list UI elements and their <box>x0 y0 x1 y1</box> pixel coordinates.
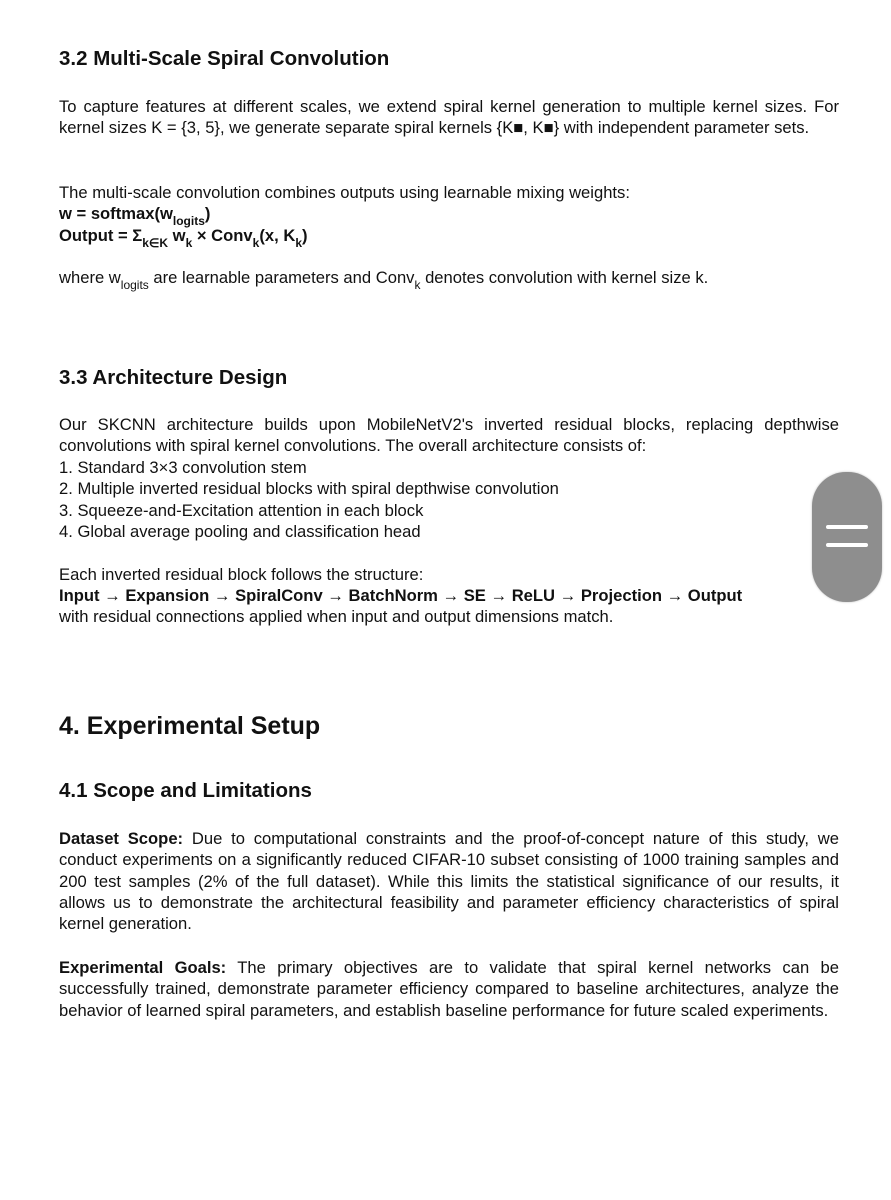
document-page <box>59 0 839 1200</box>
residual-note: with residual connections applied when input and output dimensions match. <box>59 607 614 626</box>
where-explanation: where $w_{logits}$ are learnable parameters and Conv$_k$ denotes convolution with kernel size k. <box>59 268 709 292</box>
paragraph-multiscale-intro: To capture features at different scales, we extend spiral kernel generation to multiple kernel sizes. For kernel sizes K = {3, 5}, we generate separate spiral kernels {K■, K■} with independent parameter sets. <box>59 97 839 138</box>
list-item: 2. Multiple inverted residual blocks with spiral depthwise convolution <box>59 479 559 498</box>
block-structure-intro: Each inverted residual block follows the structure: <box>59 565 424 584</box>
section-heading-4-1: 4.1 Scope and Limitations <box>59 779 312 802</box>
section-heading-3-3: 3.3 Architecture Design <box>59 366 288 389</box>
section-heading-3-2: 3.2 Multi-Scale Spiral Convolution <box>59 47 390 70</box>
section-heading-4: 4. Experimental Setup <box>59 712 321 740</box>
list-item: 3. Squeeze-and-Excitation attention in each block <box>59 501 424 520</box>
list-item: 1. Standard 3×3 convolution stem <box>59 458 307 477</box>
equation-output: Output = $\Sigma_{k\in K}$ $w_k$ × Conv$_k$(x, $K_k$) <box>59 226 308 250</box>
mixing-weights-intro: The multi-scale convolution combines outputs using learnable mixing weights: <box>59 183 630 202</box>
paragraph-experimental-goals: Experimental Goals: The primary objectives are to validate that spiral kernel networks can be successfully trained, demonstrate parameter efficiency compared to baseline architectures, analyze the behavior of learned spiral parameters, and establish baseline performance for future scaled experiments. <box>59 958 839 1020</box>
list-item: 4. Global average pooling and classification head <box>59 522 421 541</box>
paragraph-dataset-scope: Dataset Scope: Due to computational constraints and the proof-of-concept nature of this study, we conduct experiments on a significantly reduced CIFAR-10 subset consisting of 1000 training samples and 200 test samples (2% of the full dataset). While this limits the statistical significance of our results, it allows us to demonstrate the architectural feasibility and parameter efficiency characteristics of spiral kernel generation. <box>59 829 839 934</box>
equation-softmax: $w = softmax(w_{logits})$ <box>59 204 211 228</box>
block-flow: Input → Expansion → SpiralConv → BatchNorm → SE → ReLU → Projection → Output <box>59 586 743 605</box>
paragraph-architecture-intro: Our SKCNN architecture builds upon MobileNetV2's inverted residual blocks, replacing depthwise convolutions with spiral kernel convolutions. The overall architecture consists of: <box>59 415 839 456</box>
scroll-handle[interactable] <box>812 472 882 602</box>
